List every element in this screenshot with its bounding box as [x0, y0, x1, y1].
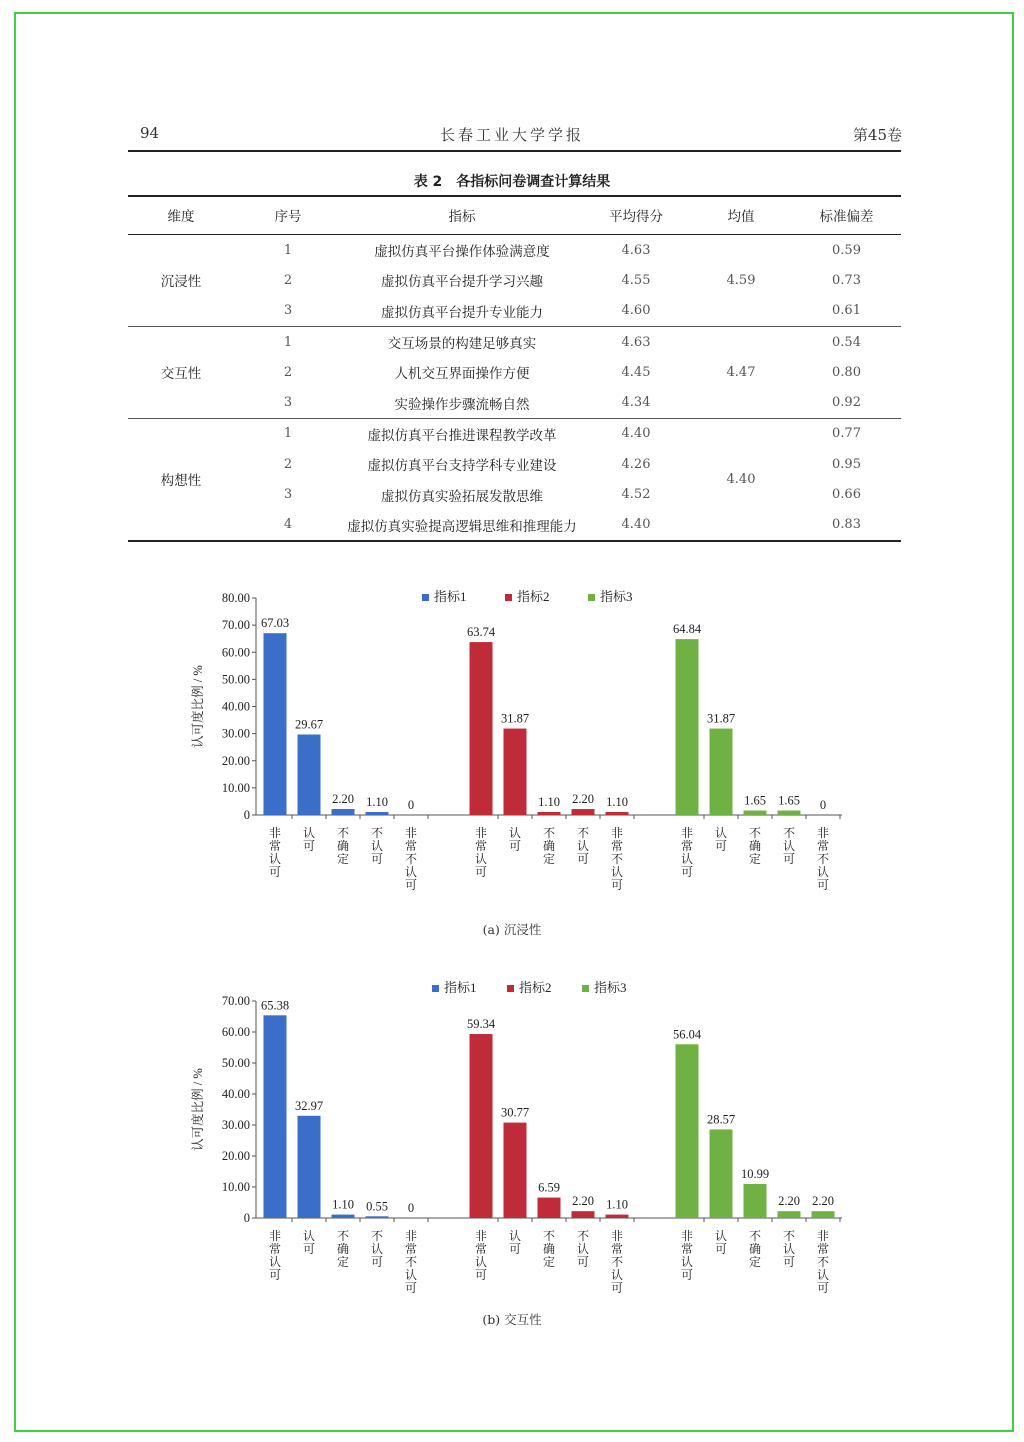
y-tick-label: 50.00	[221, 1056, 250, 1070]
data-label: 56.04	[672, 1027, 702, 1042]
legend-label: 指标3	[600, 589, 633, 604]
sd-cell: 0.80	[832, 364, 861, 380]
data-label: 1.65	[778, 793, 800, 808]
avg-score-cell: 4.52	[621, 487, 651, 503]
data-label: 1.65	[744, 793, 766, 808]
indicator-cell: 人机交互界面操作方便	[394, 366, 530, 383]
avg-score-cell: 4.55	[621, 272, 651, 288]
data-label: 10.99	[740, 1166, 770, 1181]
index-cell: 3	[234, 296, 342, 327]
legend-swatch	[582, 985, 589, 992]
bar	[264, 1015, 287, 1218]
y-tick-label: 80.00	[221, 591, 250, 605]
results-table	[128, 196, 901, 542]
x-category-label: 认可	[715, 1229, 728, 1256]
x-category-label: 认可	[715, 826, 728, 853]
volume-label: 第45卷	[852, 126, 902, 144]
avg-score-cell: 4.34	[582, 387, 690, 418]
legend-label: 指标2	[517, 589, 550, 604]
x-category-label: 非常不认可	[817, 826, 830, 892]
bar	[778, 1211, 801, 1218]
bar	[366, 812, 389, 815]
x-category-label: 非常认可	[269, 1229, 282, 1282]
bar	[504, 729, 527, 815]
legend-swatch	[507, 985, 514, 992]
data-label: 2.20	[778, 1194, 800, 1209]
index-cell: 1	[283, 242, 293, 258]
index-cell: 1	[283, 426, 293, 442]
data-label: 6.59	[538, 1180, 560, 1195]
avg-score-cell: 4.26	[621, 456, 651, 472]
y-tick-label: 50.00	[221, 672, 250, 687]
index-cell: 1	[283, 334, 293, 350]
dimension-cell: 沉浸性	[128, 235, 234, 327]
legend-label: 指标2	[519, 980, 552, 995]
bar	[470, 642, 493, 815]
interaction-bar-chart	[0, 975, 1024, 1300]
indicator-cell: 虚拟仿真平台提升专业能力	[342, 296, 582, 327]
bar	[676, 639, 699, 815]
bar	[332, 1215, 355, 1218]
bar	[744, 1184, 767, 1218]
data-label: 67.03	[260, 616, 290, 631]
avg-score-cell: 4.60	[582, 296, 690, 327]
bar	[572, 809, 595, 815]
indicator-cell: 交互场景的构建足够真实	[387, 336, 537, 353]
indicator-cell: 实验操作步骤流畅自然	[342, 387, 582, 418]
bar	[710, 1129, 733, 1218]
sd-cell: 0.54	[832, 334, 861, 350]
header-rule	[128, 150, 901, 152]
data-label: 0	[407, 798, 415, 812]
y-tick-label: 10.00	[221, 1180, 250, 1194]
data-label: 0	[407, 1201, 415, 1215]
index-cell: 3	[283, 487, 293, 503]
data-label: 28.57	[706, 1112, 736, 1127]
x-category-label: 不确定	[337, 826, 350, 866]
legend-swatch	[432, 985, 439, 992]
data-label: 29.67	[294, 717, 324, 732]
x-category-label: 不确定	[749, 826, 762, 866]
sd-cell: 0.73	[832, 272, 861, 288]
bar	[332, 809, 355, 815]
y-tick-label: 20.00	[221, 1149, 250, 1163]
mean-cell: 4.47	[690, 326, 792, 418]
x-category-label: 认可	[509, 826, 522, 853]
legend-label: 指标1	[434, 589, 467, 604]
x-category-label: 认可	[303, 1229, 316, 1256]
avg-score-cell: 4.40	[621, 426, 651, 442]
x-category-label: 不认可	[577, 1229, 590, 1269]
x-category-label: 不认可	[783, 1229, 796, 1269]
index-cell: 2	[283, 272, 293, 288]
y-tick-label: 60.00	[221, 645, 250, 660]
x-category-label: 非常不认可	[405, 1229, 418, 1295]
y-tick-label: 40.00	[221, 699, 250, 714]
column-header: 平均得分	[582, 196, 690, 235]
legend-label: 指标1	[444, 980, 477, 995]
data-label: 1.10	[366, 795, 388, 810]
x-category-label: 非常认可	[681, 1229, 694, 1282]
legend-label: 指标3	[594, 980, 627, 995]
sd-cell: 0.92	[792, 387, 901, 418]
data-label: 2.20	[332, 792, 354, 807]
x-category-label: 认可	[303, 826, 316, 853]
table-caption: 表 2 各指标问卷调查计算结果	[413, 174, 611, 190]
data-label: 31.87	[500, 711, 530, 726]
mean-cell: 4.40	[690, 418, 792, 541]
sd-cell: 0.83	[792, 510, 901, 541]
x-category-label: 不确定	[749, 1229, 762, 1269]
y-axis-title: 认可度比例 / %	[191, 665, 205, 748]
x-category-label: 不认可	[371, 1229, 384, 1269]
x-category-label: 认可	[509, 1229, 522, 1256]
x-category-label: 非常不认可	[611, 1229, 624, 1295]
y-tick-label: 20.00	[221, 753, 250, 768]
column-header: 标准偏差	[792, 196, 901, 235]
bar	[676, 1044, 699, 1218]
bar	[572, 1211, 595, 1218]
y-tick-label: 30.00	[221, 1118, 250, 1132]
indicator-cell: 虚拟仿真实验提高逻辑思维和推理能力	[342, 510, 582, 541]
index-cell: 4	[234, 510, 342, 541]
x-category-label: 非常不认可	[611, 826, 624, 892]
immersion-bar-chart	[0, 580, 1024, 900]
chart-b-caption: (b) 交互性	[482, 1312, 542, 1327]
avg-score-cell: 4.45	[621, 364, 651, 380]
bar	[504, 1123, 527, 1218]
data-label: 1.10	[606, 1197, 628, 1212]
data-label: 59.34	[466, 1017, 496, 1032]
x-category-label: 不认可	[577, 826, 590, 866]
table-row	[128, 326, 901, 357]
dimension-cell: 构想性	[128, 418, 234, 541]
bar	[298, 735, 321, 815]
y-tick-label: 60.00	[221, 1025, 250, 1039]
column-header: 指标	[342, 196, 582, 235]
avg-score-cell: 4.40	[582, 510, 690, 541]
data-label: 31.87	[706, 711, 736, 726]
data-label: 64.84	[672, 622, 702, 637]
x-category-label: 非常认可	[475, 826, 488, 879]
avg-score-cell: 4.63	[621, 334, 651, 350]
column-header: 序号	[234, 196, 342, 235]
bar	[710, 729, 733, 815]
x-category-label: 不确定	[543, 1229, 556, 1269]
data-label: 1.10	[538, 795, 560, 810]
bar	[470, 1034, 493, 1218]
sd-cell: 0.66	[832, 487, 861, 503]
data-label: 0.55	[366, 1199, 388, 1214]
sd-cell: 0.77	[832, 426, 861, 442]
data-label: 2.20	[812, 1194, 834, 1209]
indicator-cell: 虚拟仿真平台操作体验满意度	[374, 244, 550, 261]
dimension-cell: 交互性	[128, 326, 234, 418]
legend-swatch	[422, 594, 429, 601]
data-label: 30.77	[500, 1105, 530, 1120]
legend-swatch	[588, 594, 595, 601]
bar	[538, 1198, 561, 1218]
index-cell: 2	[283, 364, 293, 380]
bar	[778, 811, 801, 815]
mean-cell: 4.59	[690, 235, 792, 327]
indicator-cell: 虚拟仿真平台支持学科专业建设	[367, 458, 557, 475]
x-category-label: 不认可	[783, 826, 796, 866]
data-label: 2.20	[572, 1194, 594, 1209]
bar	[812, 1211, 835, 1218]
data-label: 1.10	[606, 795, 628, 810]
page-number: 94	[140, 124, 160, 142]
data-label: 65.38	[260, 998, 290, 1013]
bar	[606, 1215, 629, 1218]
x-category-label: 非常不认可	[405, 826, 418, 892]
data-label: 2.20	[572, 792, 594, 807]
x-category-label: 不确定	[337, 1229, 350, 1269]
indicator-cell: 虚拟仿真平台推进课程教学改革	[367, 427, 557, 444]
x-category-label: 不认可	[371, 826, 384, 866]
y-axis-title: 认可度比例 / %	[191, 1068, 205, 1151]
index-cell: 2	[283, 456, 293, 472]
y-tick-label: 10.00	[221, 780, 250, 795]
y-tick-label: 70.00	[221, 994, 250, 1008]
bar	[744, 811, 767, 815]
table-header-row	[128, 196, 901, 235]
table-row	[128, 418, 901, 449]
indicator-cell: 虚拟仿真实验拓展发散思维	[381, 488, 543, 505]
table-row	[128, 235, 901, 266]
x-category-label: 非常不认可	[817, 1229, 830, 1295]
x-category-label: 不确定	[543, 826, 556, 866]
sd-cell: 0.61	[792, 296, 901, 327]
y-tick-label: 30.00	[221, 726, 250, 741]
y-tick-label: 70.00	[221, 618, 250, 633]
y-tick-label: 0	[243, 808, 250, 822]
x-category-label: 非常认可	[475, 1229, 488, 1282]
sd-cell: 0.95	[832, 456, 861, 472]
y-tick-label: 0	[243, 1211, 250, 1225]
journal-title: 长春工业大学学报	[439, 126, 584, 144]
data-label: 0	[819, 798, 827, 812]
bar	[298, 1116, 321, 1218]
data-label: 32.97	[294, 1098, 324, 1113]
indicator-cell: 虚拟仿真平台提升学习兴趣	[381, 274, 543, 291]
avg-score-cell: 4.63	[621, 242, 651, 258]
legend-swatch	[505, 594, 512, 601]
y-tick-label: 40.00	[221, 1087, 250, 1101]
x-category-label: 非常认可	[681, 826, 694, 879]
x-category-label: 非常认可	[269, 826, 282, 879]
data-label: 1.10	[332, 1197, 354, 1212]
bar	[538, 812, 561, 815]
column-header: 维度	[128, 196, 234, 235]
bar	[366, 1216, 389, 1218]
bar	[264, 633, 287, 815]
sd-cell: 0.59	[832, 242, 861, 258]
data-label: 63.74	[466, 625, 496, 640]
column-header: 均值	[690, 196, 792, 235]
index-cell: 3	[234, 387, 342, 418]
chart-a-caption: (a) 沉浸性	[482, 922, 542, 937]
bar	[606, 812, 629, 815]
